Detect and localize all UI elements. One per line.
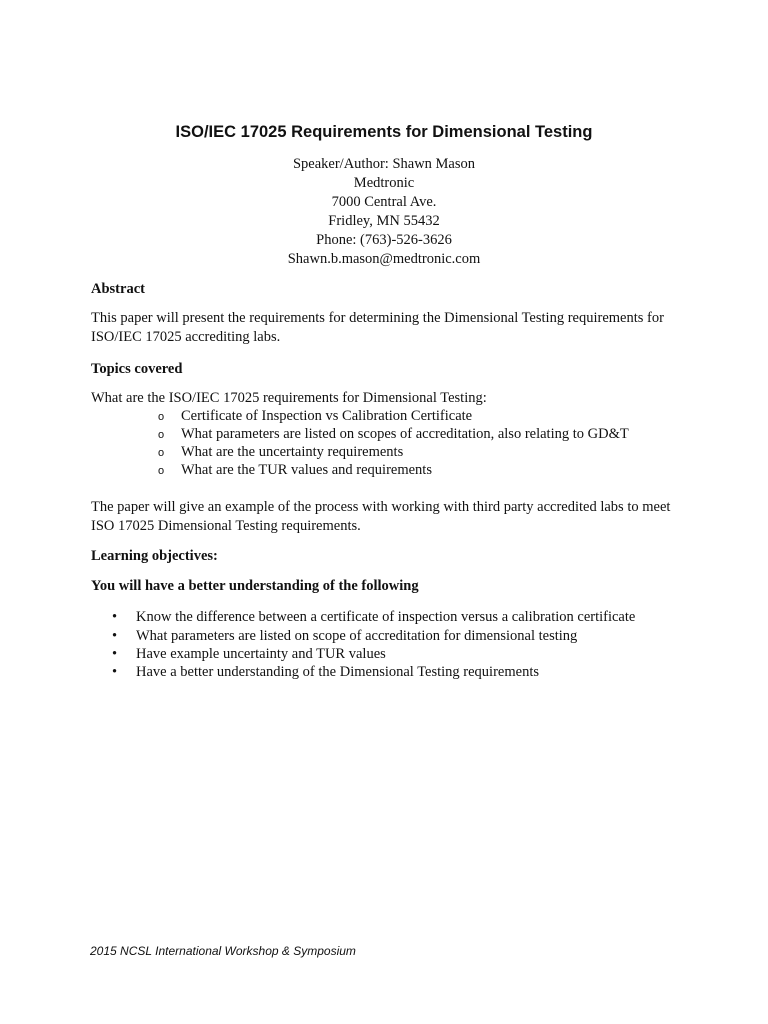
list-item <box>112 645 681 663</box>
list-item-text: Have a better understanding of the Dimensional Testing requirements <box>136 664 539 680</box>
list-item-text: Have example uncertainty and TUR values <box>136 646 386 662</box>
author-phone: Phone: (763)-526-3626 <box>316 232 452 248</box>
list-item <box>158 461 681 479</box>
topics-heading: Topics covered <box>91 361 183 377</box>
bullet-icon: • <box>112 646 118 662</box>
bullet-icon: • <box>112 628 118 644</box>
list-item-text: What are the TUR values and requirements <box>181 462 432 478</box>
objectives-subheading: You will have a better understanding of the following <box>91 578 419 594</box>
abstract-text: This paper will present the requirements for determining the Dimensional Testing requirements for ISO/IEC 17025 accrediting labs. <box>91 310 664 345</box>
topics-closing: The paper will give an example of the process with working with third party accredited labs to meet ISO 17025 Dimensional Testing requirements. <box>91 499 671 534</box>
paper-body <box>91 280 681 681</box>
list-item <box>158 443 681 461</box>
author-organization: Medtronic <box>353 175 415 191</box>
list-item-text: Know the difference between a certificate of inspection versus a calibration certificate <box>136 609 636 625</box>
author-city: Fridley, MN 55432 <box>328 213 440 229</box>
list-item <box>158 407 681 425</box>
bullet-icon: • <box>112 609 118 625</box>
list-item-text: What are the uncertainty requirements <box>181 444 404 460</box>
objectives-list <box>91 607 681 681</box>
circle-bullet-icon: o <box>158 447 165 459</box>
list-item <box>112 627 681 645</box>
abstract-heading: Abstract <box>91 281 145 297</box>
list-item <box>112 663 681 681</box>
bullet-icon: • <box>112 664 118 680</box>
circle-bullet-icon: o <box>158 429 165 441</box>
objectives-heading: Learning objectives: <box>91 548 218 564</box>
page-footer: 2015 NCSL International Workshop & Symposium <box>90 944 356 958</box>
topics-intro: What are the ISO/IEC 17025 requirements for Dimensional Testing: <box>91 390 487 406</box>
topics-list <box>91 407 681 479</box>
circle-bullet-icon: o <box>158 465 165 477</box>
author-name: Speaker/Author: Shawn Mason <box>292 156 476 172</box>
author-email: Shawn.b.mason@medtronic.com <box>287 251 481 267</box>
list-item-text: What parameters are listed on scopes of accreditation, also relating to GD&T <box>181 426 629 442</box>
list-item <box>112 607 681 627</box>
list-item-text: Certificate of Inspection vs Calibration Certificate <box>181 408 473 424</box>
paper-title: ISO/IEC 17025 Requirements for Dimensional Testing <box>175 123 593 141</box>
list-item-text: What parameters are listed on scope of accreditation for dimensional testing <box>136 628 578 644</box>
author-block <box>0 155 768 269</box>
list-item <box>158 425 681 443</box>
circle-bullet-icon: o <box>158 411 165 423</box>
author-street: 7000 Central Ave. <box>331 194 437 210</box>
